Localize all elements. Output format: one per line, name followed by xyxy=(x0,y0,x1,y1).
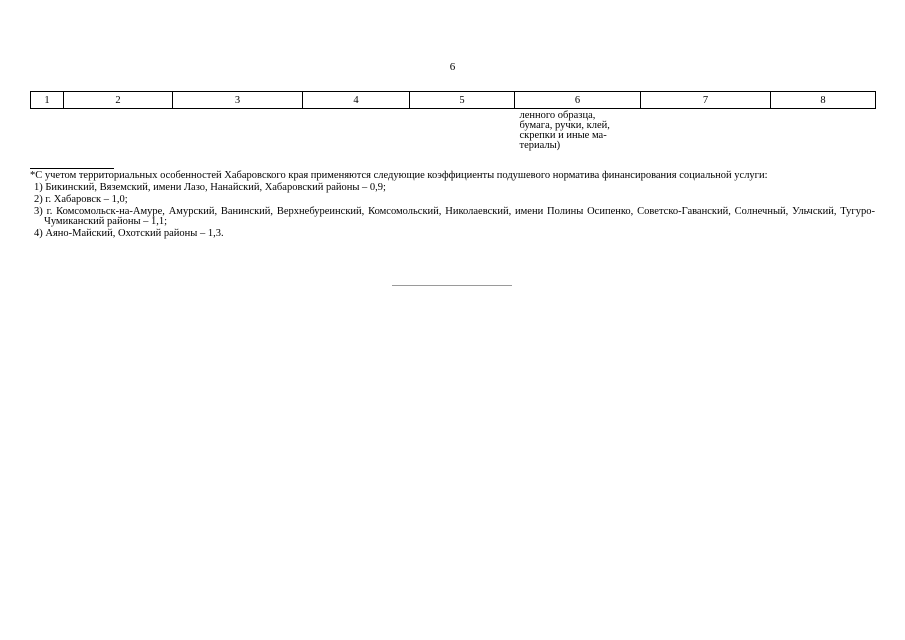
footnote-item: 1) Бикинский, Вяземский, имени Лазо, Нанайский, Хабаровский районы – 0,9; xyxy=(34,182,386,193)
column-number-5: 5 xyxy=(410,92,515,109)
continuation-line: териалы) xyxy=(519,140,561,151)
column-number-1: 1 xyxy=(31,92,64,109)
continuation-line: бумага, ручки, клей, xyxy=(519,120,610,131)
column-number-4: 4 xyxy=(303,92,410,109)
column-number-7: 7 xyxy=(641,92,771,109)
column-number-2: 2 xyxy=(64,92,173,109)
page-number: 6 xyxy=(449,61,456,73)
footnote-intro: *С учетом территориальных особенностей Хабаровского края применяются следующие коэффициенты подушевого норматива финансирования социальной услуги: xyxy=(30,170,768,181)
column-number-3: 3 xyxy=(173,92,303,109)
column-number-6: 6 xyxy=(515,92,641,109)
table-row xyxy=(31,109,876,152)
end-of-document-line xyxy=(392,285,512,286)
continuation-line: ленного образца, xyxy=(519,110,596,121)
continuation-line: скрепки и иные ма- xyxy=(519,130,607,141)
column-6-continuation-text xyxy=(515,109,641,152)
footnote-item: 3) г. Комсомольск-на-Амуре, Амурский, Ванинский, Верхнебуреинский, Комсомольский, Николаевский, имени Полины Осипенко, Советско-Гаванский, Солнечный, Ульчский, Тугуро-Чумиканский районы – 1,1; xyxy=(34,206,875,227)
footnote-separator xyxy=(30,168,114,169)
column-number-8: 8 xyxy=(771,92,876,109)
footnote-item: 2) г. Хабаровск – 1,0; xyxy=(34,194,128,205)
footnotes xyxy=(30,171,875,241)
continuation-table xyxy=(30,91,876,151)
footnote-item: 4) Аяно-Майский, Охотский районы – 1,3. xyxy=(34,228,224,239)
table-header-row xyxy=(31,92,876,109)
